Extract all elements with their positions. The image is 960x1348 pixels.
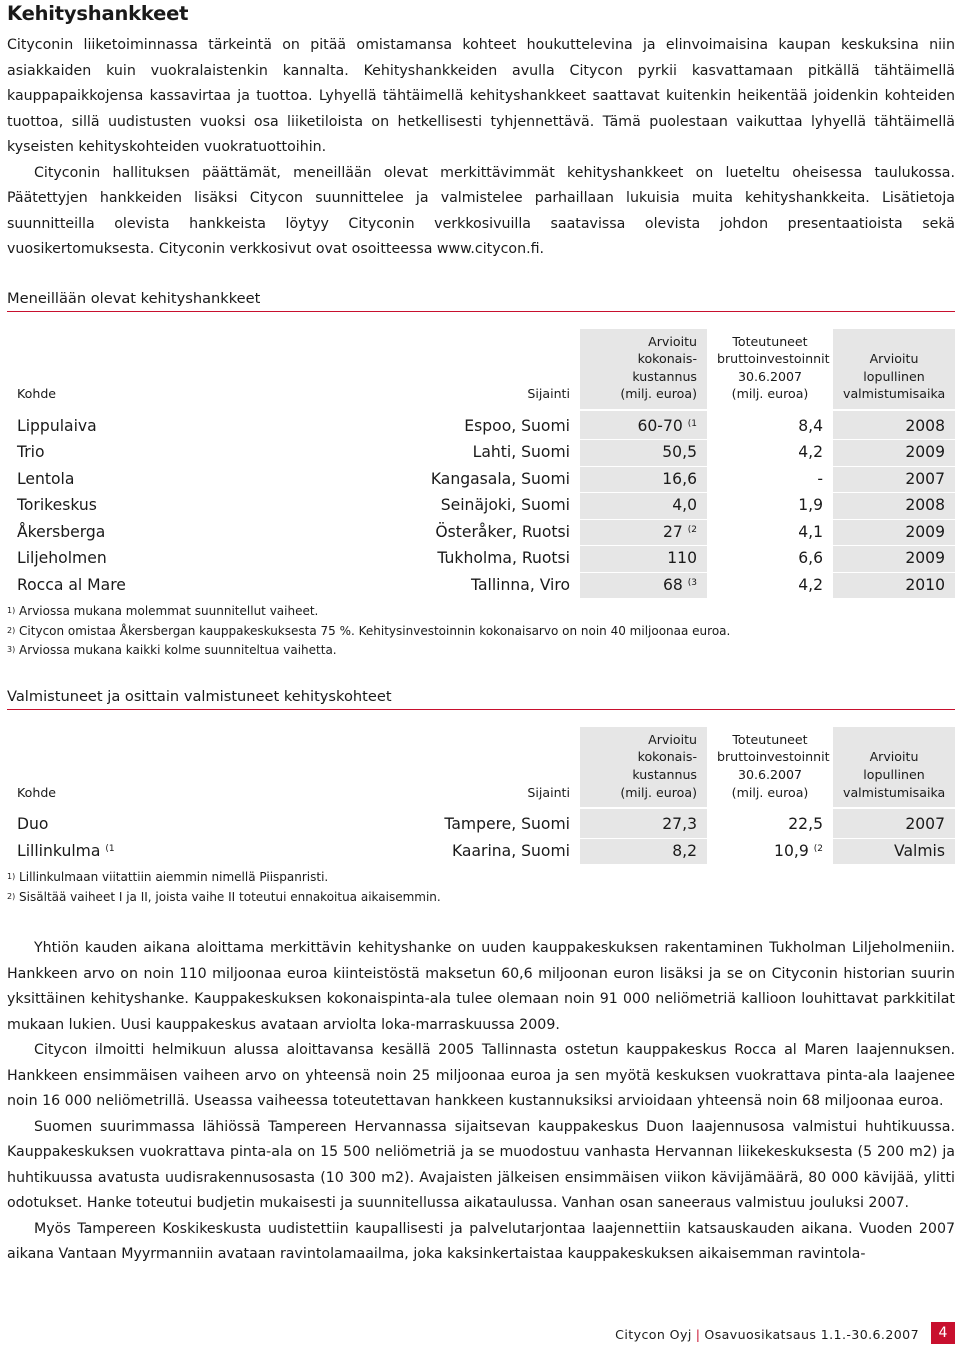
cell-sijainti: Tukholma, Ruotsi bbox=[437, 549, 570, 568]
header-completion: Arvioitu lopullinen valmistumisaika bbox=[833, 727, 955, 808]
completed-projects-title: Valmistuneet ja osittain valmistuneet kehityskohteet bbox=[7, 687, 955, 710]
cell-completion: Valmis bbox=[833, 838, 955, 865]
cell-kohde: Lillinkulma $^{(1}$ bbox=[17, 841, 115, 860]
table-row bbox=[7, 838, 955, 865]
table-row bbox=[7, 410, 955, 440]
completed-projects-section bbox=[7, 687, 955, 907]
footnote: $^{1)}$ Lillinkulmaan viitattiin aiemmin nimellä Piispanristi. bbox=[7, 870, 329, 885]
footnote: $^{3)}$ Arviossa mukana kaikki kolme suunniteltua vaihetta. bbox=[7, 643, 337, 658]
footnote: $^{1)}$ Arviossa mukana molemmat suunnitellut vaiheet. bbox=[7, 604, 319, 619]
cell-cost: 68 $^{(3}$ bbox=[580, 572, 707, 599]
table-row bbox=[7, 519, 955, 546]
body-section bbox=[7, 936, 955, 1268]
cell-cost: 110 bbox=[580, 546, 707, 573]
table-row bbox=[7, 440, 955, 467]
cell-completion: 2009 bbox=[833, 440, 955, 467]
header-investments: Toteutuneet bruttoinvestoinnit 30.6.2007 (milj. euroa) bbox=[717, 333, 830, 402]
table-row bbox=[7, 808, 955, 838]
cell-investments: 4,1 bbox=[798, 522, 823, 541]
table-row bbox=[7, 493, 955, 520]
cell-completion: 2008 bbox=[833, 493, 955, 520]
intro-paragraph-2: Cityconin hallituksen päättämät, meneillään olevat merkittävimmät kehityshankkeet on lueteltu oheisessa taulukossa. Päätettyjen hankkeiden lisäksi Citycon suunnittelee ja valmistelee parhaillaan lukuisia muita kehityshankkeita. Lisätietoja suunnitteilla olevista hankkeista löytyy Cityconin verkkosivuilla saatavissa olevista johdon presentaatioista sekä vuosikertomuksesta. Cityconin verkkosivut ovat osoitteessa www.citycon.fi. bbox=[7, 164, 955, 257]
header-kohde: Kohde bbox=[17, 386, 57, 402]
cell-sijainti: Espoo, Suomi bbox=[464, 416, 570, 435]
cell-sijainti: Kaarina, Suomi bbox=[451, 841, 570, 860]
table1-footnotes bbox=[7, 602, 955, 661]
page-title: Kehityshankkeet bbox=[7, 2, 189, 25]
cell-kohde: Åkersberga bbox=[17, 522, 106, 541]
footer-report: Osavuosikatsaus 1.1.-30.6.2007 bbox=[704, 1326, 919, 1342]
cell-investments: 6,6 bbox=[798, 549, 823, 568]
table-row bbox=[7, 572, 955, 599]
header-sijainti: Sijainti bbox=[527, 784, 570, 800]
cell-kohde: Rocca al Mare bbox=[17, 575, 126, 594]
ongoing-projects-title: Meneillään olevat kehityshankkeet bbox=[7, 289, 955, 312]
cell-sijainti: Kangasala, Suomi bbox=[430, 469, 570, 488]
cell-completion: 2010 bbox=[833, 572, 955, 599]
cell-completion: 2008 bbox=[833, 410, 955, 440]
table2-footnotes bbox=[7, 868, 955, 907]
cell-investments: 4,2 bbox=[798, 575, 823, 594]
table-header-row bbox=[7, 727, 955, 808]
footnote: $^{2)}$ Sisältää vaiheet I ja II, joista vaihe II toteutui ennakoitua aikaisemmin. bbox=[7, 889, 441, 904]
cell-cost: 16,6 bbox=[580, 466, 707, 493]
cell-kohde: Liljeholmen bbox=[17, 549, 107, 568]
header-kohde: Kohde bbox=[17, 784, 57, 800]
header-sijainti: Sijainti bbox=[527, 386, 570, 402]
table-row bbox=[7, 466, 955, 493]
cell-completion: 2007 bbox=[833, 808, 955, 838]
footer-company: Citycon Oyj bbox=[615, 1326, 692, 1342]
header-investments: Toteutuneet bruttoinvestoinnit 30.6.2007 (milj. euroa) bbox=[717, 731, 830, 800]
footer-text bbox=[615, 1327, 919, 1342]
page-number: 4 bbox=[931, 1322, 955, 1344]
cell-cost: 27,3 bbox=[580, 808, 707, 838]
cell-completion: 2009 bbox=[833, 519, 955, 546]
cell-sijainti: Tallinna, Viro bbox=[471, 575, 570, 594]
page-footer bbox=[615, 1322, 955, 1344]
cell-cost: 8,2 bbox=[580, 838, 707, 865]
cell-investments: 10,9 $^{(2}$ bbox=[774, 841, 823, 860]
header-cost: Arvioitu kokonais- kustannus (milj. euroa) bbox=[580, 329, 707, 410]
table-header-row bbox=[7, 329, 955, 410]
document-page bbox=[7, 0, 955, 1268]
ongoing-projects-table bbox=[7, 329, 955, 600]
header-completion: Arvioitu lopullinen valmistumisaika bbox=[833, 329, 955, 410]
cell-sijainti: Lahti, Suomi bbox=[472, 443, 570, 462]
footnote: $^{2)}$ Citycon omistaa Åkersbergan kauppakeskuksesta 75 %. Kehitysinvestoinnin kokonaisarvo on noin 40 miljoonaa euroa. bbox=[7, 623, 731, 638]
cell-cost: 60-70 $^{(1}$ bbox=[580, 410, 707, 440]
table-row bbox=[7, 546, 955, 573]
cell-completion: 2009 bbox=[833, 546, 955, 573]
body-paragraph-1: Yhtiön kauden aikana aloittama merkittävin kehityshanke on uuden kauppakeskuksen rakentaminen Tukholman Liljeholmeniin. Hankkeen arvo on noin 110 miljoonaa euroa kiinteistöstä maksetun 60,6 miljoonan euron lisäksi ja se on Cityconin historian suurin yksittäinen kehityshanke. Kauppakeskuksen kokonaispinta-ala tulee olemaan noin 91 000 neliömetriä kallioon louhittavat parkkitilat mukaan lukien. Uusi kauppakeskus avataan arviolta loka-marraskuussa 2009. bbox=[7, 940, 955, 1033]
cell-investments: 22,5 bbox=[788, 815, 823, 834]
cell-completion: 2007 bbox=[833, 466, 955, 493]
header-cost: Arvioitu kokonais- kustannus (milj. euroa) bbox=[580, 727, 707, 808]
cell-sijainti: Österåker, Ruotsi bbox=[435, 522, 570, 541]
cell-kohde: Duo bbox=[17, 815, 49, 834]
cell-cost: 50,5 bbox=[580, 440, 707, 467]
intro-paragraph-1: Cityconin liiketoiminnassa tärkeintä on pitää omistamansa kohteet houkuttelevina ja elinvoimaisina kaupan keskuksina niin asiakkaiden kuin vuokralaistenkin kannalta. Kehityshankkeiden avulla Citycon pyrkii kasvattamaan pitkällä tähtäimellä kauppapaikkojensa kassavirtaa ja tuottoa. Lyhyellä tähtäimellä kehityshankkeet saattavat kuitenkin heikentää joidenkin kohteiden tuottoa, sillä uudistusten vuoksi osa liiketiloista on hetkellisesti tyhjennettävä. Tämä puolestaan vaikuttaa lyhyellä tähtäimellä kyseisten kehityskohteiden vuokratuottoihin. bbox=[7, 37, 955, 155]
cell-investments: 1,9 bbox=[798, 496, 823, 515]
completed-projects-table bbox=[7, 727, 955, 865]
cell-cost: 27 $^{(2}$ bbox=[580, 519, 707, 546]
body-paragraph-3: Suomen suurimmassa lähiössä Tampereen Hervannassa sijaitsevan kauppakeskus Duon laajennusosa valmistui huhtikuussa. Kauppakeskuksen vuokrattava pinta-ala on 15 500 neliömetriä ja se muodostuu vanhasta Hervannan liikekeskuksesta (5 200 m2) ja huhtikuussa avatusta uudisrakennusosasta (10 300 m2). Avajaisten jälkeisen ensimmäisen viikon kävijämäärä, 80 000 kävijää, ylitti odotukset. Hanke toteutui budjetin mukaisesti ja suunnitellussa aikataulussa. Vanhan osan saneeraus valmistuu jouluksi 2007. bbox=[7, 1118, 955, 1212]
body-paragraph-4: Myös Tampereen Koskikeskusta uudistettiin kaupallisesti ja palvelutarjontaa laajennettiin katsauskauden aikana. Vuoden 2007 aikana Vantaan Myyrmanniin avataan ravintolamaailma, joka kaksinkertaistaa kauppakeskuksen aikaisemman ravintola- bbox=[7, 1220, 955, 1263]
cell-kohde: Torikeskus bbox=[17, 496, 97, 515]
cell-investments: - bbox=[817, 469, 823, 488]
footer-separator: | bbox=[695, 1326, 701, 1342]
cell-investments: 8,4 bbox=[798, 416, 823, 435]
body-paragraph-2: Citycon ilmoitti helmikuun alussa aloittavansa kesällä 2005 Tallinnasta ostetun kauppakeskus Rocca al Maren laajennuksen. Hankkeen ensimmäisen vaiheen arvo on yhteensä noin 25 miljoonaa euroa ja sen myötä keskuksen vuokrattava pinta-ala laajenee noin 16 000 neliömetrillä. Useassa vaiheessa toteutettavan hankkeen kustannuksiksi arvioidaan yhteensä noin 68 miljoonaa euroa. bbox=[7, 1042, 955, 1110]
cell-sijainti: Seinäjoki, Suomi bbox=[440, 496, 570, 515]
cell-investments: 4,2 bbox=[798, 443, 823, 462]
intro-section bbox=[7, 33, 955, 263]
cell-kohde: Trio bbox=[17, 443, 45, 462]
ongoing-projects-section bbox=[7, 289, 955, 661]
cell-sijainti: Tampere, Suomi bbox=[444, 815, 570, 834]
cell-kohde: Lippulaiva bbox=[17, 416, 97, 435]
cell-cost: 4,0 bbox=[580, 493, 707, 520]
cell-kohde: Lentola bbox=[17, 469, 75, 488]
